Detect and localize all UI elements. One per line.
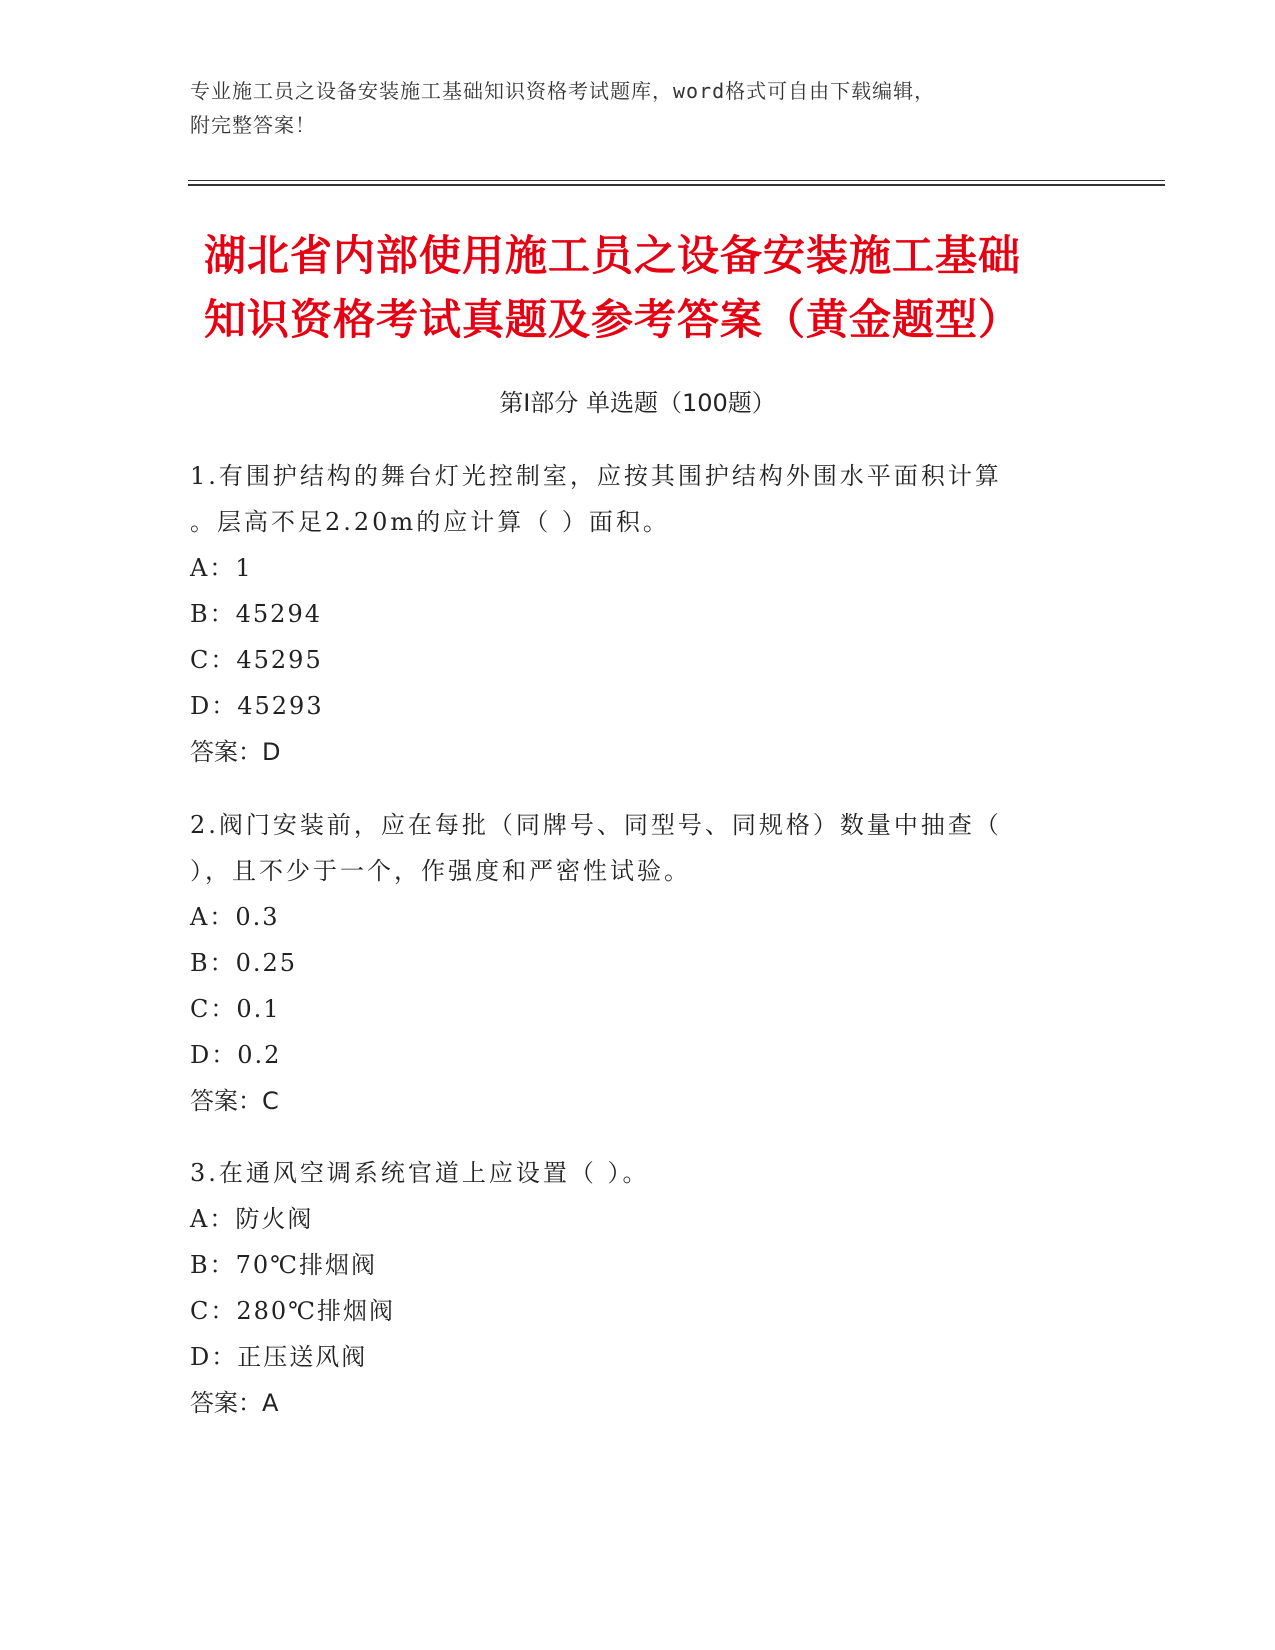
answer-line: 答案：D [190,738,281,766]
option-b: B：70℃排烟阀 [190,1251,378,1279]
option-b: B：0.25 [190,949,298,977]
question-3 [190,1150,1070,1426]
option-c: C：0.1 [190,995,281,1023]
question-2 [190,802,1070,1124]
option-a: A：0.3 [190,903,280,931]
document-title-line-2: 知识资格考试真题及参考答案（黄金题型） [204,295,1022,344]
question-stem-line: 2.阀门安装前，应在每批（同牌号、同型号、同规格）数量中抽查（ [190,811,1002,839]
option-a: A：1 [190,554,253,582]
header-divider-thick [188,184,1165,186]
header-note-line-2: 附完整答案！ [190,113,316,137]
option-d: D：45293 [190,692,324,720]
option-d: D：正压送风阀 [190,1343,368,1371]
question-stem-line: 1.有围护结构的舞台灯光控制室，应按其围护结构外围水平面积计算 [190,462,1002,490]
section-title: 第Ⅰ部分 单选题（100题） [499,389,776,417]
option-c: C：45295 [190,646,323,674]
question-stem-line: 3.在通风空调系统官道上应设置（ ）。 [190,1159,650,1187]
option-a: A：防火阀 [190,1205,314,1233]
question-1 [190,453,1070,775]
answer-line: 答案：A [190,1389,279,1417]
answer-line: 答案：C [190,1087,279,1115]
question-stem-line: ），且不少于一个，作强度和严密性试验。 [190,857,691,885]
header-note-line-1: 专业施工员之设备安装施工基础知识资格考试题库，word格式可自由下载编辑， [190,79,936,103]
option-d: D：0.2 [190,1041,282,1069]
header-divider-thin [188,180,1165,181]
document-title [204,224,1104,352]
header-note [190,74,1090,142]
option-c: C：280℃排烟阀 [190,1297,396,1325]
document-title-line-1: 湖北省内部使用施工员之设备安装施工基础 [204,231,1022,280]
question-stem-line: 。层高不足2.20m的应计算（ ）面积。 [190,508,670,536]
option-b: B：45294 [190,600,322,628]
